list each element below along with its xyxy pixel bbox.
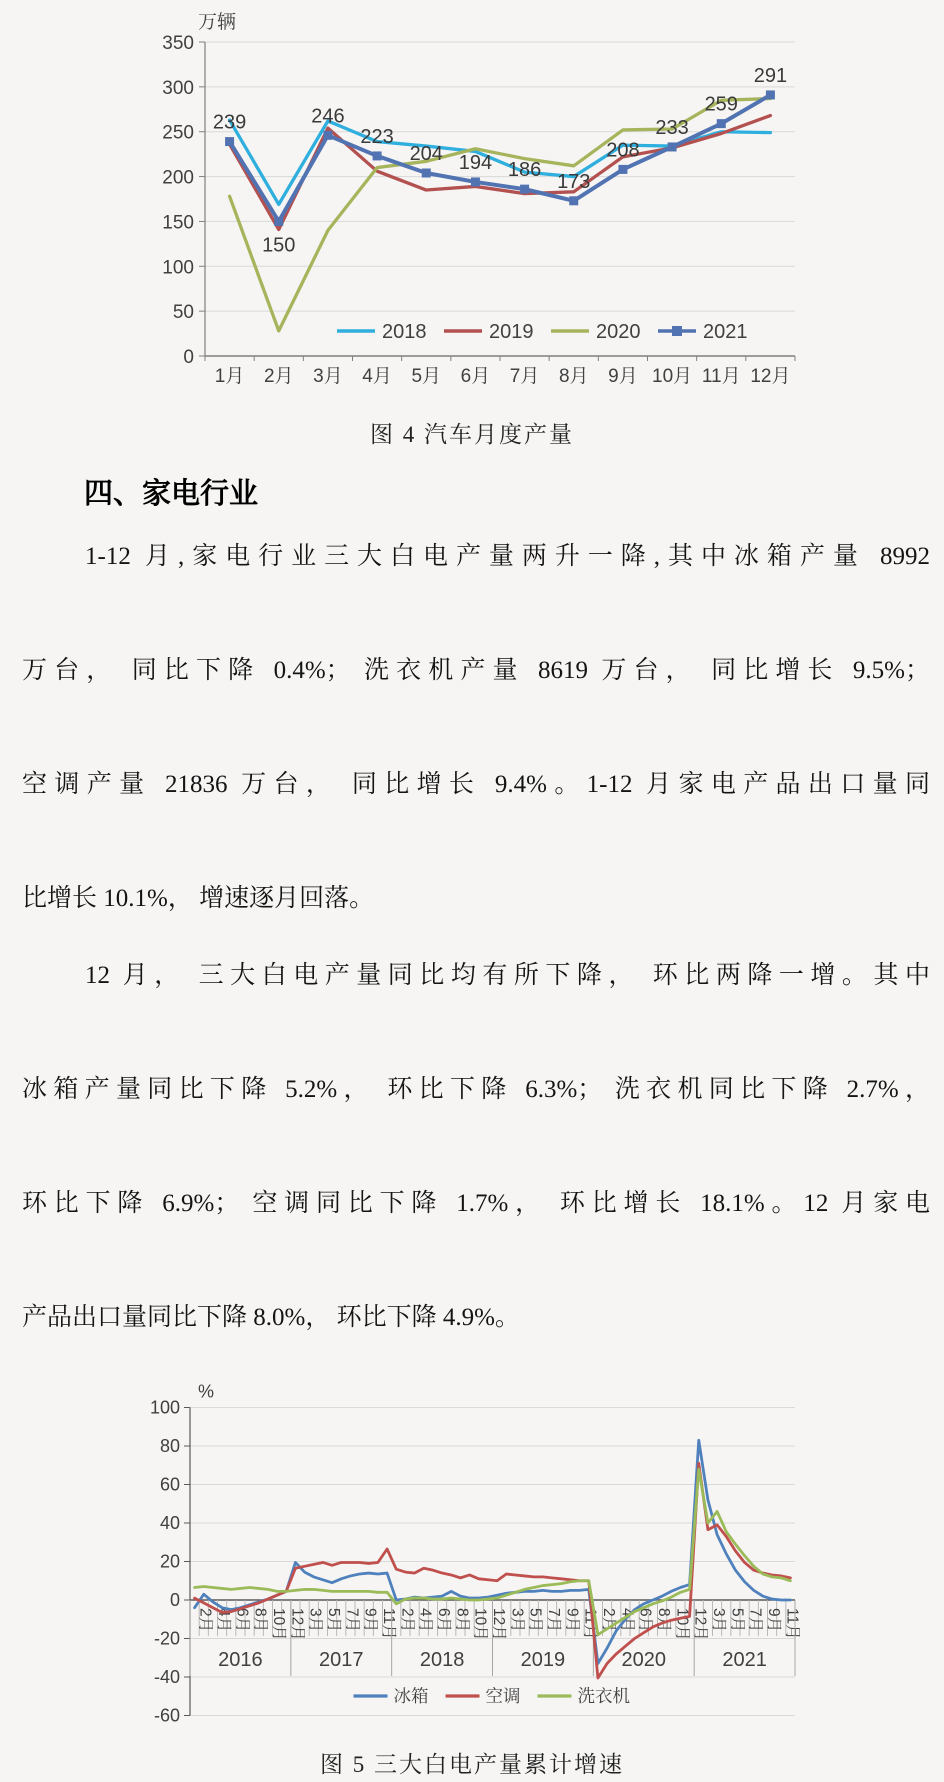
y-tick-label: -40 bbox=[153, 1667, 180, 1687]
x-tick-label: 12月 bbox=[750, 366, 791, 387]
y-tick-label: 80 bbox=[159, 1436, 180, 1456]
x-tick-label: 4月 bbox=[362, 366, 392, 387]
paragraph-1 bbox=[22, 528, 930, 927]
x-tick-label: 9月 bbox=[361, 1608, 379, 1633]
y-tick-label: 100 bbox=[149, 1397, 180, 1418]
y-tick-label: 200 bbox=[162, 167, 194, 189]
paragraph-2-line-3: 环比下降 6.9%； 空调同比下降 1.7%， 环比增长 18.1%。12 月家电 bbox=[22, 1190, 930, 1217]
y-tick-label: 20 bbox=[159, 1551, 180, 1572]
series-marker-2021 bbox=[274, 217, 283, 226]
data-label: 246 bbox=[311, 105, 345, 128]
x-tick-label: 3月 bbox=[508, 1608, 526, 1633]
data-label: 233 bbox=[655, 116, 689, 139]
x-tick-label: 7月 bbox=[544, 1608, 562, 1633]
y-tick-label: 350 bbox=[162, 33, 194, 54]
x-tick-label: 3月 bbox=[709, 1608, 727, 1633]
y-tick-label: 0 bbox=[169, 1590, 180, 1610]
y-tick-label: 100 bbox=[162, 257, 194, 279]
figure5-caption: 图 5 三大白电产量累计增速 bbox=[320, 1752, 624, 1777]
series-line-2019 bbox=[230, 116, 771, 230]
y-tick-label: 300 bbox=[162, 77, 194, 99]
series-marker-2021 bbox=[373, 151, 382, 160]
paragraph-2-line-4: 产品出口量同比下降 8.0%， 环比下降 4.9%。 bbox=[22, 1304, 520, 1331]
x-tick-label: 2月 bbox=[263, 366, 294, 387]
paragraph-2 bbox=[22, 947, 930, 1346]
y-tick-label: -20 bbox=[153, 1628, 180, 1649]
x-tick-label: 1月 bbox=[214, 366, 245, 387]
x-tick-label: 10月 bbox=[673, 1608, 691, 1641]
x-tick-label: 5月 bbox=[411, 366, 442, 387]
legend-label: 洗衣机 bbox=[577, 1686, 630, 1706]
x-tick-label: 3月 bbox=[313, 366, 343, 387]
x-tick-label: 5月 bbox=[324, 1608, 342, 1633]
legend-item-2018 bbox=[337, 321, 427, 343]
series-marker-2021 bbox=[766, 90, 775, 99]
x-tick-label: 9月 bbox=[608, 366, 638, 387]
x-tick-label: 12月 bbox=[489, 1608, 507, 1641]
y-axis-title: 万辆 bbox=[198, 12, 237, 33]
year-label: 2021 bbox=[722, 1649, 767, 1671]
year-label: 2017 bbox=[319, 1649, 364, 1671]
paragraph-1-line-1: 1-12 月,家电行业三大白电产量两升一降,其中冰箱产量 8992 bbox=[85, 543, 930, 570]
y-tick-label: -60 bbox=[153, 1705, 180, 1726]
year-label: 2019 bbox=[520, 1649, 566, 1671]
x-tick-label: 6月 bbox=[233, 1608, 251, 1633]
x-tick-label: 4月 bbox=[416, 1608, 434, 1633]
figure4-chart bbox=[0, 0, 944, 392]
legend-label: 冰箱 bbox=[393, 1686, 429, 1706]
paragraph-2-line-2: 冰箱产量同比下降 5.2%， 环比下降 6.3%； 洗衣机同比下降 2.7%， bbox=[22, 1076, 930, 1103]
figure5-chart bbox=[0, 1382, 944, 1738]
y-tick-label: 0 bbox=[183, 347, 194, 368]
legend-label: 2018 bbox=[382, 321, 427, 343]
x-tick-label: 2月 bbox=[196, 1608, 214, 1633]
x-tick-label: 5月 bbox=[526, 1608, 544, 1633]
paragraph-1-line-4: 比增长 10.1%， 增速逐月回落。 bbox=[22, 885, 375, 912]
y-tick-label: 40 bbox=[159, 1513, 180, 1533]
legend-label: 2019 bbox=[489, 321, 534, 343]
x-tick-label: 4月 bbox=[618, 1608, 636, 1633]
x-tick-label: 11月 bbox=[701, 366, 741, 387]
data-label: 291 bbox=[753, 64, 788, 87]
x-tick-label: 9月 bbox=[764, 1608, 782, 1633]
series-marker-2021 bbox=[225, 137, 234, 146]
series-line-2020 bbox=[230, 99, 771, 331]
x-tick-label: 4月 bbox=[214, 1608, 232, 1633]
y-axis-title: % bbox=[198, 1381, 215, 1402]
x-tick-label: 8月 bbox=[251, 1608, 269, 1633]
x-tick-label: 2月 bbox=[599, 1608, 617, 1633]
series-marker-2021 bbox=[717, 119, 726, 128]
data-label: 150 bbox=[262, 234, 296, 257]
y-tick-label: 150 bbox=[162, 212, 194, 234]
data-label: 208 bbox=[606, 139, 640, 162]
legend-label: 2020 bbox=[596, 321, 641, 343]
data-label: 194 bbox=[458, 151, 493, 174]
legend-item-2021 bbox=[658, 321, 748, 343]
series-marker-2021 bbox=[471, 177, 480, 186]
figure4-caption: 图 4 汽车月度产量 bbox=[370, 422, 574, 447]
paragraph-1-line-2: 万台， 同比下降 0.4%； 洗衣机产量 8619 万台， 同比增长 9.5%； bbox=[22, 657, 930, 684]
section-heading: 四、家电行业 bbox=[84, 478, 259, 510]
data-label: 239 bbox=[212, 111, 247, 134]
x-tick-label: 8月 bbox=[558, 366, 589, 387]
x-tick-label: 8月 bbox=[654, 1608, 672, 1633]
x-tick-label: 7月 bbox=[746, 1608, 764, 1633]
data-label: 186 bbox=[507, 159, 542, 182]
legend-item-2019 bbox=[444, 321, 534, 343]
data-label: 223 bbox=[360, 125, 394, 148]
legend-item-2020 bbox=[551, 321, 641, 343]
y-tick-label: 50 bbox=[172, 302, 194, 324]
series-marker-2021 bbox=[323, 131, 332, 140]
data-label: 204 bbox=[409, 142, 443, 165]
data-label: 173 bbox=[557, 170, 591, 193]
legend-label: 空调 bbox=[485, 1686, 521, 1706]
x-tick-label: 2月 bbox=[398, 1608, 416, 1633]
data-label: 259 bbox=[704, 93, 738, 116]
x-tick-label: 7月 bbox=[509, 366, 540, 387]
x-tick-label: 12月 bbox=[691, 1608, 709, 1641]
x-tick-label: 9月 bbox=[563, 1608, 581, 1633]
series-marker-2021 bbox=[422, 168, 431, 177]
legend-label: 2021 bbox=[703, 321, 748, 343]
x-tick-label: 3月 bbox=[306, 1608, 324, 1633]
series-marker-2021 bbox=[520, 185, 529, 194]
x-tick-label: 8月 bbox=[453, 1608, 471, 1633]
x-tick-label: 11月 bbox=[581, 1608, 599, 1640]
year-label: 2016 bbox=[218, 1649, 263, 1671]
year-label: 2020 bbox=[621, 1649, 666, 1671]
x-tick-label: 10月 bbox=[471, 1608, 489, 1641]
x-tick-label: 12月 bbox=[288, 1608, 306, 1641]
y-tick-label: 60 bbox=[159, 1474, 180, 1495]
paragraph-1-line-3: 空调产量 21836 万台， 同比增长 9.4%。1-12 月家电产品出口量同 bbox=[22, 771, 930, 798]
paragraph-2-line-1: 12 月， 三大白电产量同比均有所下降， 环比两降一增。其中 bbox=[85, 962, 930, 989]
legend-marker bbox=[672, 326, 682, 336]
series-marker-2021 bbox=[569, 196, 578, 205]
x-tick-label: 11月 bbox=[379, 1608, 397, 1640]
series-marker-2021 bbox=[668, 142, 677, 151]
y-tick-label: 250 bbox=[162, 122, 194, 144]
x-tick-label: 6月 bbox=[434, 1608, 452, 1633]
x-tick-label: 10月 bbox=[269, 1608, 287, 1641]
x-tick-label: 6月 bbox=[460, 366, 491, 387]
year-label: 2018 bbox=[419, 1649, 465, 1671]
x-tick-label: 10月 bbox=[652, 366, 693, 387]
series-marker-2021 bbox=[618, 165, 627, 174]
x-tick-label: 7月 bbox=[343, 1608, 361, 1633]
x-tick-label: 6月 bbox=[636, 1608, 654, 1633]
x-tick-label: 5月 bbox=[728, 1608, 746, 1633]
x-tick-label: 11月 bbox=[783, 1608, 801, 1640]
